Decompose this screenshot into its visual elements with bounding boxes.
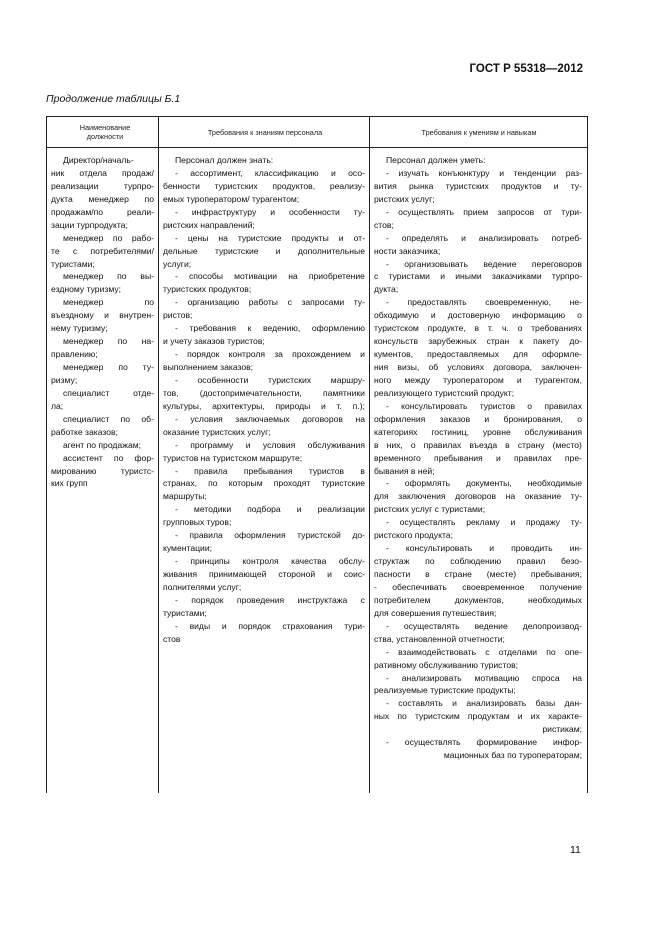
text-line: ристов;: [163, 310, 193, 321]
text-line: - правила пребывания туристов в: [175, 465, 365, 476]
header-knowledge: Требования к знаниям персонала: [207, 127, 323, 137]
text-line: - взаимодействовать с отделами по опе-: [386, 646, 582, 657]
text-line: для заключения договоров на оказание ту-: [374, 491, 582, 502]
text-line: - осуществлять рекламу и продажу ту-: [386, 517, 582, 528]
text-line: ла;: [51, 400, 64, 411]
text-line: мационных баз по туроператорам;: [443, 750, 582, 761]
text-line: - инфраструктуру и особенности ту-: [175, 206, 365, 217]
requirements-table: [46, 116, 588, 793]
text-line: услуги;: [163, 258, 192, 269]
text-line: вития рынка туристских продуктов и ту-: [374, 180, 582, 191]
text-line: ративному обслуживанию туристов;: [374, 659, 519, 670]
text-line: - консультировать и проводить ин-: [386, 543, 582, 554]
text-line: туристов на туристском маршруте;: [163, 452, 303, 463]
text-line: - обеспечивать своевременное получение: [374, 581, 582, 592]
text-line: дельные туристские и дополнительные: [163, 245, 365, 256]
knowledge-column: [163, 154, 365, 646]
text-line: пасности в стране (месте) пребывания;: [374, 569, 582, 579]
text-line: ности заказчика;: [374, 245, 441, 256]
text-line: стов;: [374, 219, 394, 230]
text-line: и учету заказов туристов;: [163, 336, 265, 347]
text-line: ного между туроператором и турагентом,: [374, 374, 582, 385]
text-line: - осуществлять формирование инфор-: [386, 737, 582, 748]
skills-column: [374, 154, 582, 762]
positions-column: [51, 154, 154, 490]
text-line: ных по туристским продуктам и их характе-: [374, 711, 582, 722]
text-line: емых туроператором/ турагентом;: [163, 193, 300, 204]
text-line: - определять и анализировать потреб-: [386, 232, 582, 243]
text-line: менеджер по вы-: [63, 271, 154, 282]
text-line: специалист отде-: [63, 387, 154, 398]
text-line: ристских услуг с туристами;: [374, 504, 486, 515]
text-line: - составлять и анализировать базы дан-: [386, 698, 582, 709]
text-line: странах, по которым проходят туристские: [163, 478, 365, 489]
text-line: - осуществлять ведение делопроизвод-: [386, 620, 582, 631]
text-line: выполнением заказов;: [163, 362, 254, 372]
text-line: для совершения путешествия;: [374, 607, 497, 618]
text-line: Директор/началь-: [63, 155, 134, 165]
text-line: ких групп: [51, 478, 88, 489]
text-line: - программу и условия обслуживания: [175, 439, 365, 450]
text-line: ства, установленной отчетности;: [374, 633, 505, 644]
text-line: менеджер по: [63, 297, 154, 308]
text-line: - условия заключаемых договоров на: [175, 413, 365, 424]
header-skills: Требования к умениям и навыкам: [421, 127, 537, 137]
text-line: туристами;: [163, 607, 207, 618]
text-line: мированию туристс-: [51, 465, 154, 476]
text-line: - особенности туристских маршру-: [175, 374, 365, 385]
text-line: полнителями услуг;: [163, 581, 242, 592]
text-line: временного пребывания и правилах пре-: [374, 452, 582, 463]
text-line: стов: [163, 633, 181, 644]
text-line: с туристами и иными заказчиками турпро-: [374, 271, 582, 282]
text-line: дукта;: [374, 284, 399, 295]
text-line: туристских продуктов;: [163, 284, 252, 295]
text-line: реализуемые туристские продукты;: [374, 685, 516, 696]
text-line: - организацию работы с запросами ту-: [175, 297, 365, 308]
text-line: Персонал должен знать:: [175, 155, 274, 165]
text-line: ризму;: [51, 374, 78, 385]
text-line: маршруты;: [163, 491, 207, 502]
text-line: ассистент по фор-: [63, 452, 154, 463]
text-line: туристами;: [51, 258, 95, 269]
text-line: - принципы контроля качества обслу-: [175, 556, 365, 567]
text-line: те с потребителями/: [51, 245, 154, 256]
text-line: работке заказов;: [51, 426, 118, 437]
text-line: живания принимающей стороной и соис-: [163, 569, 365, 579]
text-line: оформления заказов и бронирования, о: [374, 413, 582, 424]
text-line: агент по продажам;: [63, 439, 142, 450]
table-caption: Продолжение таблицы Б.1: [46, 93, 181, 105]
text-line: реализующего туристский продукт;: [374, 387, 515, 398]
text-line: структаж по соблюдению правил безо-: [374, 556, 582, 567]
text-line: - консультировать туристов о правилах: [386, 400, 582, 411]
text-line: консульств зарубежных стран к пакету до-: [374, 336, 582, 347]
text-line: - ассортимент, классификацию и осо-: [175, 167, 365, 178]
text-line: - оформлять документы, необходимые: [386, 478, 582, 489]
text-line: - виды и порядок страхования тури-: [175, 620, 365, 631]
text-line: - требования к ведению, оформлению: [175, 323, 365, 334]
text-line: - методики подбора и реализации: [175, 504, 365, 515]
text-line: тов, (достопримечательности, памятники: [163, 387, 365, 398]
text-line: продажам/по реали-: [51, 206, 154, 217]
text-line: бенности туристских продуктов, реализу-: [163, 180, 365, 191]
text-line: - предоставлять своевременную, не-: [386, 297, 582, 308]
header-position: Наименование должности: [79, 123, 131, 141]
text-line: кументов, предоставляемых для оформле-: [374, 349, 582, 360]
text-line: культуры, архитектуры, природы и т. п.);: [163, 400, 365, 411]
text-line: менеджер по на-: [63, 336, 154, 347]
text-line: - правила оформления туристской до-: [175, 530, 365, 541]
page-number: 11: [570, 844, 581, 856]
text-line: - осуществлять прием запросов от тури-: [386, 206, 582, 217]
text-line: категориях гостиниц, уровне обслуживания: [374, 426, 582, 437]
text-line: Персонал должен уметь:: [386, 155, 486, 165]
text-line: ристикам;: [542, 724, 582, 735]
text-line: - цены на туристские продукты и от-: [175, 232, 365, 243]
text-line: оказание туристских услуг;: [163, 426, 271, 437]
text-line: - порядок проведения инструктажа с: [175, 594, 365, 605]
column-divider: [158, 117, 159, 793]
table-header-row: [47, 117, 587, 148]
text-line: групповых туров;: [163, 517, 232, 528]
text-line: - порядок контроля за прохождением и: [175, 349, 365, 360]
text-line: ник отдела продаж/: [51, 167, 154, 178]
text-line: правлению;: [51, 349, 98, 360]
text-line: бывания в ней;: [374, 465, 435, 476]
text-line: зации турпродукта;: [51, 219, 128, 230]
text-line: въездному и внутрен-: [51, 310, 154, 321]
text-line: ристских направлений;: [163, 219, 255, 230]
text-line: реализации турпро-: [51, 180, 154, 191]
text-line: менеджер по рабо-: [63, 232, 154, 243]
text-line: дукта менеджер по: [51, 193, 154, 204]
text-line: ристского продукта;: [374, 530, 453, 541]
document-standard-number: ГОСТ Р 55318—2012: [469, 63, 583, 75]
text-line: специалист по об-: [63, 413, 154, 424]
text-line: - способы мотивации на приобретение: [175, 271, 365, 282]
text-line: кументации;: [163, 543, 213, 554]
text-line: - анализировать мотивацию спроса на: [386, 672, 582, 683]
text-line: туристском продукте, в т. ч. о требованиях: [374, 323, 582, 334]
column-divider: [369, 117, 370, 793]
text-line: менеджер по ту-: [63, 362, 154, 372]
text-line: ния визы, об условиях договора, заключен-: [374, 362, 582, 372]
text-line: - изучать конъюнктуру и тенденции раз-: [386, 167, 582, 178]
text-line: - организовывать ведение переговоров: [386, 258, 582, 269]
text-line: ездному туризму;: [51, 284, 122, 295]
text-line: обходимую и достоверную информацию о: [374, 310, 582, 321]
text-line: потребителем документов, необходимых: [374, 594, 582, 605]
text-line: в них, о правилах въезда в страну (место): [374, 439, 582, 450]
text-line: нему туризму;: [51, 323, 108, 334]
text-line: ристских услуг;: [374, 193, 435, 204]
